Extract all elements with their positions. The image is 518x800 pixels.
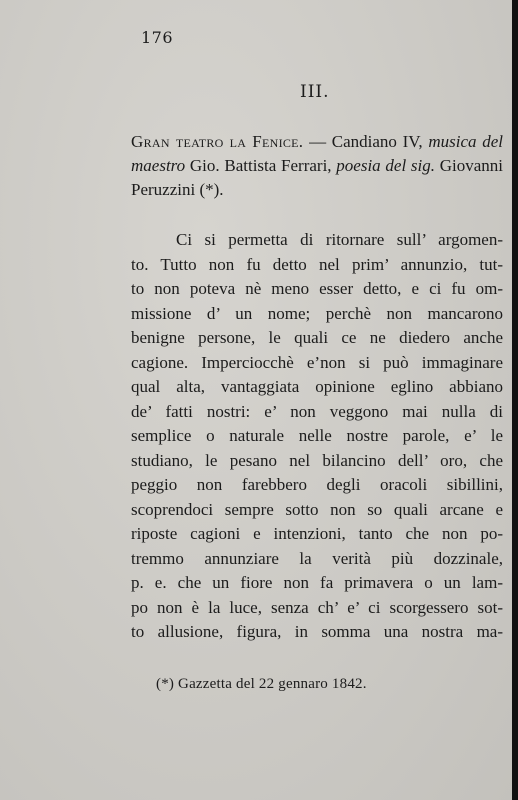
heading-composer: Gio. Battista Ferrari, [185,156,337,175]
body-text [131,228,503,645]
text-line: to allusione, figura, in somma una nostra ma- [131,622,503,641]
heading-poet: Giovanni Peruzzini (*). [131,156,503,199]
text-line: p. e. che un fiore non fa primavera o un lam- [131,573,503,592]
text-line: Ci si permetta di ritornare sull’ argomen- [176,230,503,249]
text-line: studiano, le pesano nel bilancino dell’ oro, che [131,450,503,470]
text-line: po non è la luce, senza ch’ e’ ci scorgessero sot- [131,597,503,617]
text-line: cagione. Imperciocchè e’non si può immaginare [131,352,503,372]
section-numeral: III. [300,82,330,102]
text-line: to. Tutto non fu detto nel prim’ annunzio, tut- [131,254,503,274]
heading-poetry-credit: poesia del sig. [336,156,435,175]
text-line: missione d’ un nome; perchè non mancarono [131,303,503,323]
text-line: to non poteva nè meno esser detto, e ci fu om- [131,279,503,298]
article-heading [131,130,503,202]
page-number: 176 [141,28,174,47]
text-line: peggio non farebbero degli oracoli sibillini, [131,475,503,494]
heading-venue: Gran teatro la Fenice. [131,132,304,151]
heading-title: — Candiano IV, [303,132,429,151]
text-line: qual alta, vantaggiata opinione eglino abbiano [131,377,503,396]
text-line: scoprendoci sempre sotto non so quali arcane e [131,499,503,519]
text-line: de’ fatti nostri: e’ non veggono mai nulla di [131,401,503,421]
text-line: benigne persone, le quali ce ne diedero anche [131,328,503,347]
page-edge [512,0,518,800]
text-line: tremmo annunziare la verità più dozzinale, [131,548,503,568]
text-line: semplice o naturale nelle nostre parole, e’ le [131,426,503,445]
footnote: (*) Gazzetta del 22 gennaro 1842. [156,676,367,692]
heading-music-credit: musica del maestro [131,132,503,175]
text-line: riposte cagioni e intenzioni, tanto che non po- [131,524,503,543]
